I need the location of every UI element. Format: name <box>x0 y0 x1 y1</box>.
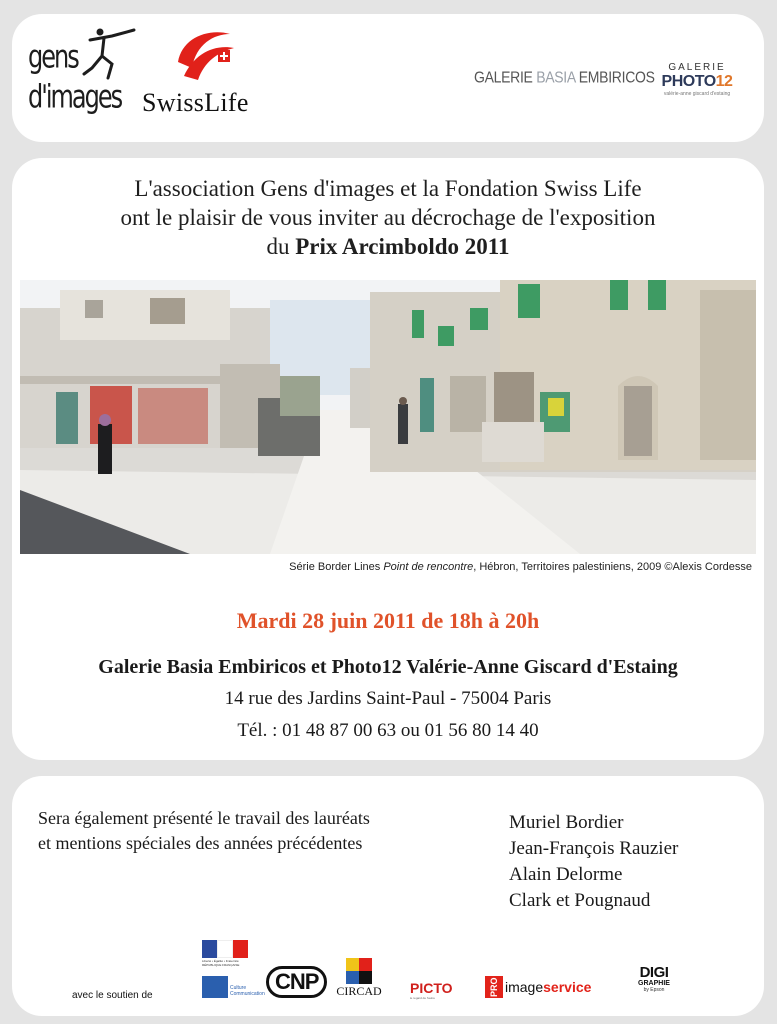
pro-badge: PRO <box>485 976 503 998</box>
caption-suffix: , Hébron, Territoires palestiniens, 2009 ©Alexis Cordesse <box>473 561 752 573</box>
hebron-street-photograph <box>20 280 756 554</box>
ministere-culture-text <box>230 985 265 997</box>
photo-caption <box>289 561 752 573</box>
mc-line2: Communication <box>230 991 265 997</box>
laureate-name: Clark et Pougnaud <box>509 890 651 911</box>
caption-title: Point de rencontre <box>383 561 474 573</box>
circad-text: CIRCAD <box>336 984 382 998</box>
footer-panel <box>12 776 764 1016</box>
epson-text: by Epson <box>643 987 665 993</box>
swisslife-wordmark: SwissLife <box>142 88 249 117</box>
laureates-list <box>509 810 678 914</box>
invitation-text <box>12 174 764 261</box>
galerie-basia-suffix: EMBIRICOS <box>575 68 655 86</box>
ministere-culture-mark-icon <box>202 976 228 998</box>
photo12-number: 12 <box>715 73 733 90</box>
laureate-name: Muriel Bordier <box>509 812 624 833</box>
previous-winners-note <box>38 806 370 856</box>
image-prefix: image <box>505 979 544 995</box>
invitation-line3-prefix: du <box>266 234 296 259</box>
jumping-figure-icon <box>82 26 142 86</box>
galerie-basia-accent: BASIA <box>536 68 576 86</box>
imageservice-text <box>505 979 591 995</box>
photo12-word: PHOTO <box>661 73 716 90</box>
support-label: avec le soutien de <box>72 990 153 1001</box>
invitation-panel <box>12 158 764 760</box>
swisslife-logo <box>142 28 282 128</box>
french-flag-icon <box>202 940 248 958</box>
mc-line1: Culture <box>230 985 247 991</box>
galerie-photo12-logo <box>652 62 742 97</box>
picto-text: PICTO <box>410 980 453 996</box>
cnp-logo: CNP <box>266 966 327 998</box>
republique-francaise-logo <box>202 940 252 967</box>
previous-winners-line1: Sera également présenté le travail des lauréats <box>38 808 370 828</box>
event-phone: Tél. : 01 48 87 00 63 ou 01 56 80 14 40 <box>237 720 539 741</box>
caption-prefix: Série Border Lines <box>289 561 384 573</box>
previous-winners-line2: et mentions spéciales des années précédentes <box>38 833 363 853</box>
invitation-line3 <box>12 232 764 261</box>
invitation-line1: L'association Gens d'images et la Fondation Swiss Life <box>134 176 642 201</box>
ministere-culture-logo <box>202 976 265 998</box>
republique-francaise-text: Liberté • Égalité • Fraternité RÉPUBLIQUE FRANÇAISE <box>202 959 240 967</box>
image-suffix: service <box>543 979 592 995</box>
circad-logo <box>334 958 384 999</box>
laureate-name: Alain Delorme <box>509 864 623 885</box>
picto-logo <box>410 980 453 1000</box>
galerie-basia-embiricos-logo <box>474 68 655 86</box>
prize-name: Prix Arcimboldo 2011 <box>295 234 510 259</box>
galerie-photo12-top: GALERIE <box>668 62 726 73</box>
invitation-line2: ont le plaisir de vous inviter au décrochage de l'exposition <box>120 205 656 230</box>
event-address: 14 rue des Jardins Saint-Paul - 75004 Paris <box>224 688 552 709</box>
graphie-text: GRAPHIE <box>638 980 670 987</box>
galerie-photo12-sub: valérie-anne giscard d'estaing <box>663 91 731 97</box>
pro-imageservice-logo <box>485 976 591 998</box>
gens-d-images-logo <box>28 26 138 126</box>
digigraphie-logo <box>628 966 680 993</box>
circad-mark-icon <box>346 958 372 984</box>
picto-sub: le regard de l'autre <box>410 996 435 1000</box>
gens-logo-line2: d'images <box>28 78 122 116</box>
gens-logo-line1: gens <box>28 38 78 76</box>
laureate-name: Jean-François Rauzier <box>509 838 679 859</box>
galerie-photo12-main <box>652 73 742 91</box>
header-panel <box>12 14 764 142</box>
galerie-basia-prefix: GALERIE <box>474 68 537 86</box>
digi-text: DIGI <box>639 964 669 981</box>
swisslife-mark-icon <box>174 28 238 84</box>
event-date: Mardi 28 juin 2011 de 18h à 20h <box>236 608 540 633</box>
event-venue: Galerie Basia Embiricos et Photo12 Valérie-Anne Giscard d'Estaing <box>98 656 678 678</box>
